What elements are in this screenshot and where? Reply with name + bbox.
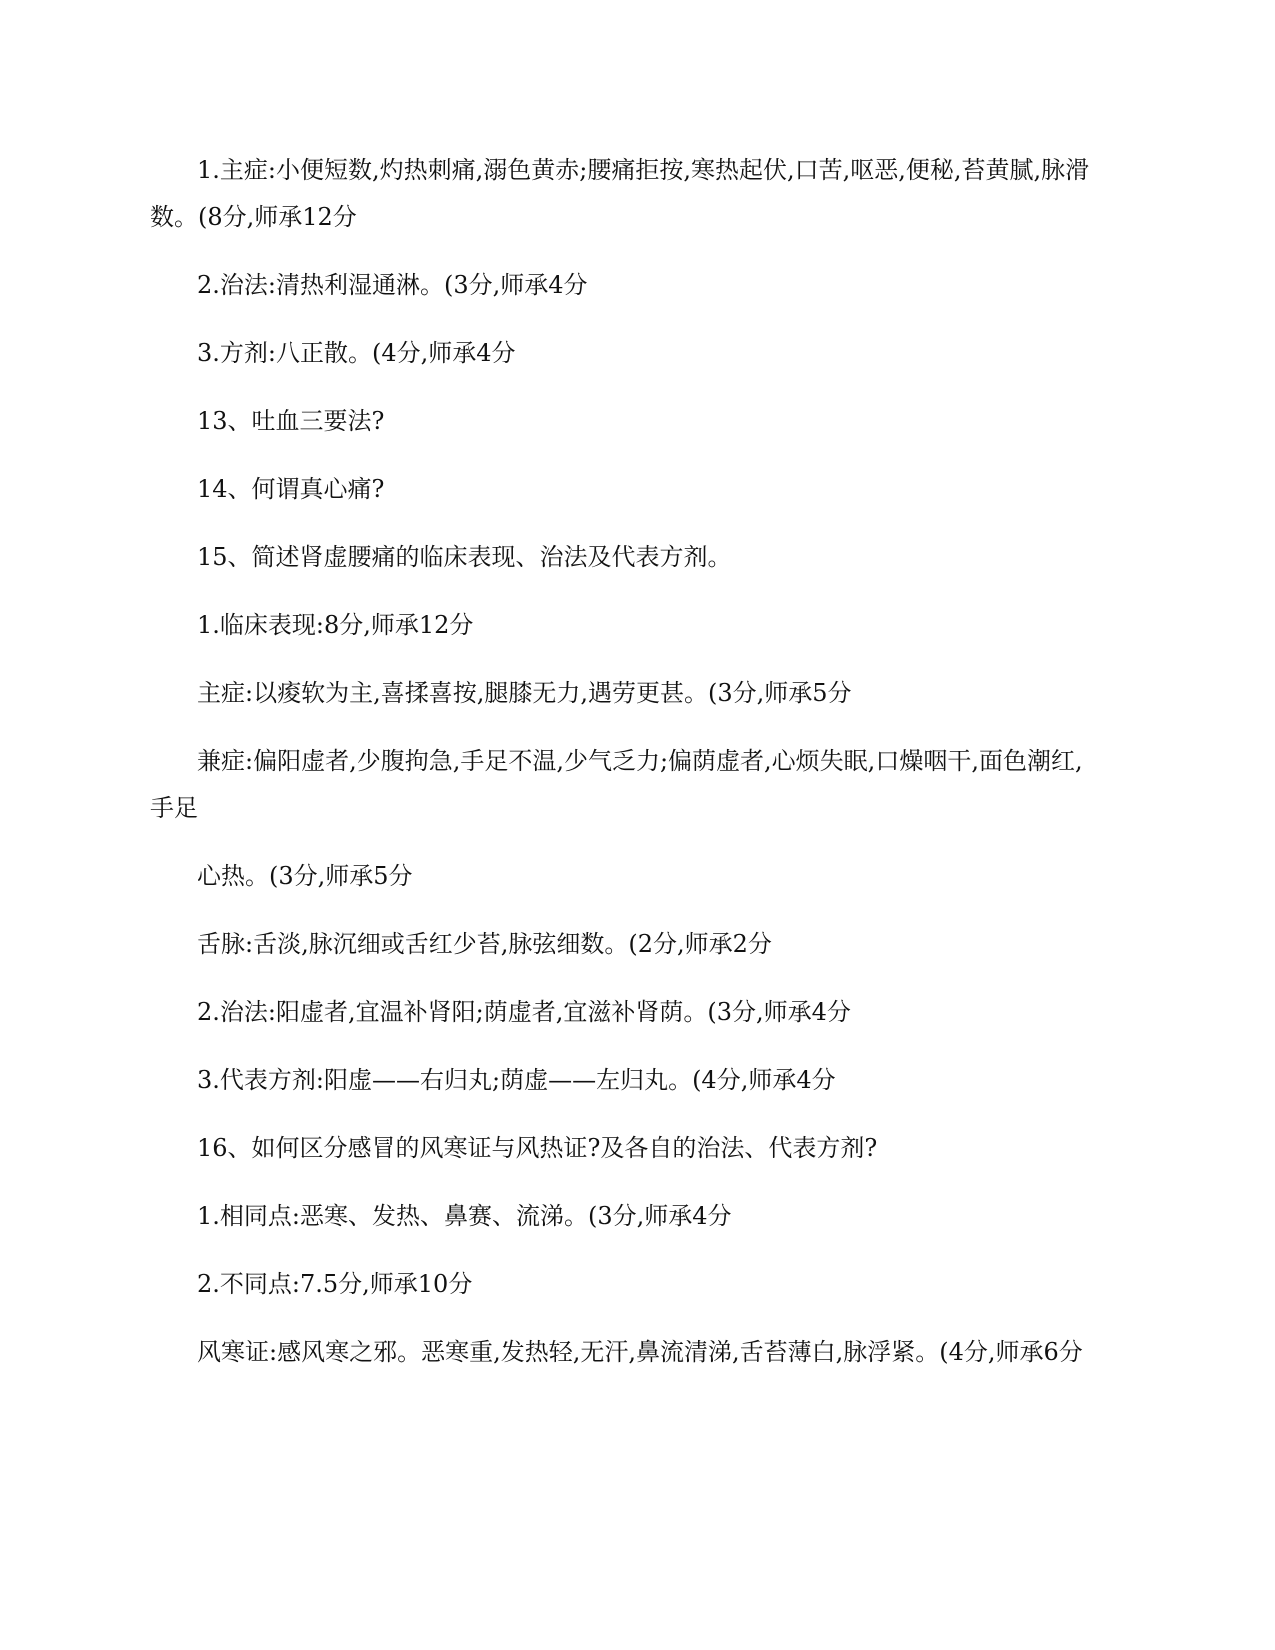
text-line: 1.主症:小便短数,灼热刺痛,溺色黄赤;腰痛拒按,寒热起伏,口苦,呕恶,便秘,苔黄腻,脉滑 (197, 156, 1090, 184)
text-line: 数。(8分,师承12分 (150, 203, 357, 231)
text-line: 2.治法:清热利湿通淋。(3分,师承4分 (197, 271, 588, 299)
question-heading: 15、简述肾虚腰痛的临床表现、治法及代表方剂。 (197, 543, 732, 571)
text-line: 2.不同点:7.5分,师承10分 (197, 1270, 473, 1298)
text-line: 2.治法:阳虚者,宜温补肾阳;荫虚者,宜滋补肾荫。(3分,师承4分 (197, 998, 851, 1026)
text-line: 舌脉:舌淡,脉沉细或舌红少苔,脉弦细数。(2分,师承2分 (197, 930, 772, 958)
text-line: 风寒证:感风寒之邪。恶寒重,发热轻,无汗,鼻流清涕,舌苔薄白,脉浮紧。(4分,师承6分 (197, 1338, 1083, 1366)
question-heading: 13、吐血三要法? (197, 407, 385, 435)
text-line: 3.代表方剂:阳虚——右归丸;荫虚——左归丸。(4分,师承4分 (197, 1066, 836, 1094)
text-line: 主症:以痠软为主,喜揉喜按,腿膝无力,遇劳更甚。(3分,师承5分 (197, 679, 852, 707)
text-line: 心热。(3分,师承5分 (197, 862, 413, 890)
text-line: 兼症:偏阳虚者,少腹拘急,手足不温,少气乏力;偏荫虚者,心烦失眠,口燥咽干,面色潮红, (197, 747, 1083, 775)
question-heading: 14、何谓真心痛? (197, 475, 385, 503)
text-line: 1.临床表现:8分,师承12分 (197, 611, 474, 639)
question-heading: 16、如何区分感冒的风寒证与风热证?及各自的治法、代表方剂? (197, 1134, 878, 1162)
text-line: 3.方剂:八正散。(4分,师承4分 (197, 339, 516, 367)
text-line: 1.相同点:恶寒、发热、鼻赛、流涕。(3分,师承4分 (197, 1202, 732, 1230)
text-line: 手足 (150, 794, 198, 822)
